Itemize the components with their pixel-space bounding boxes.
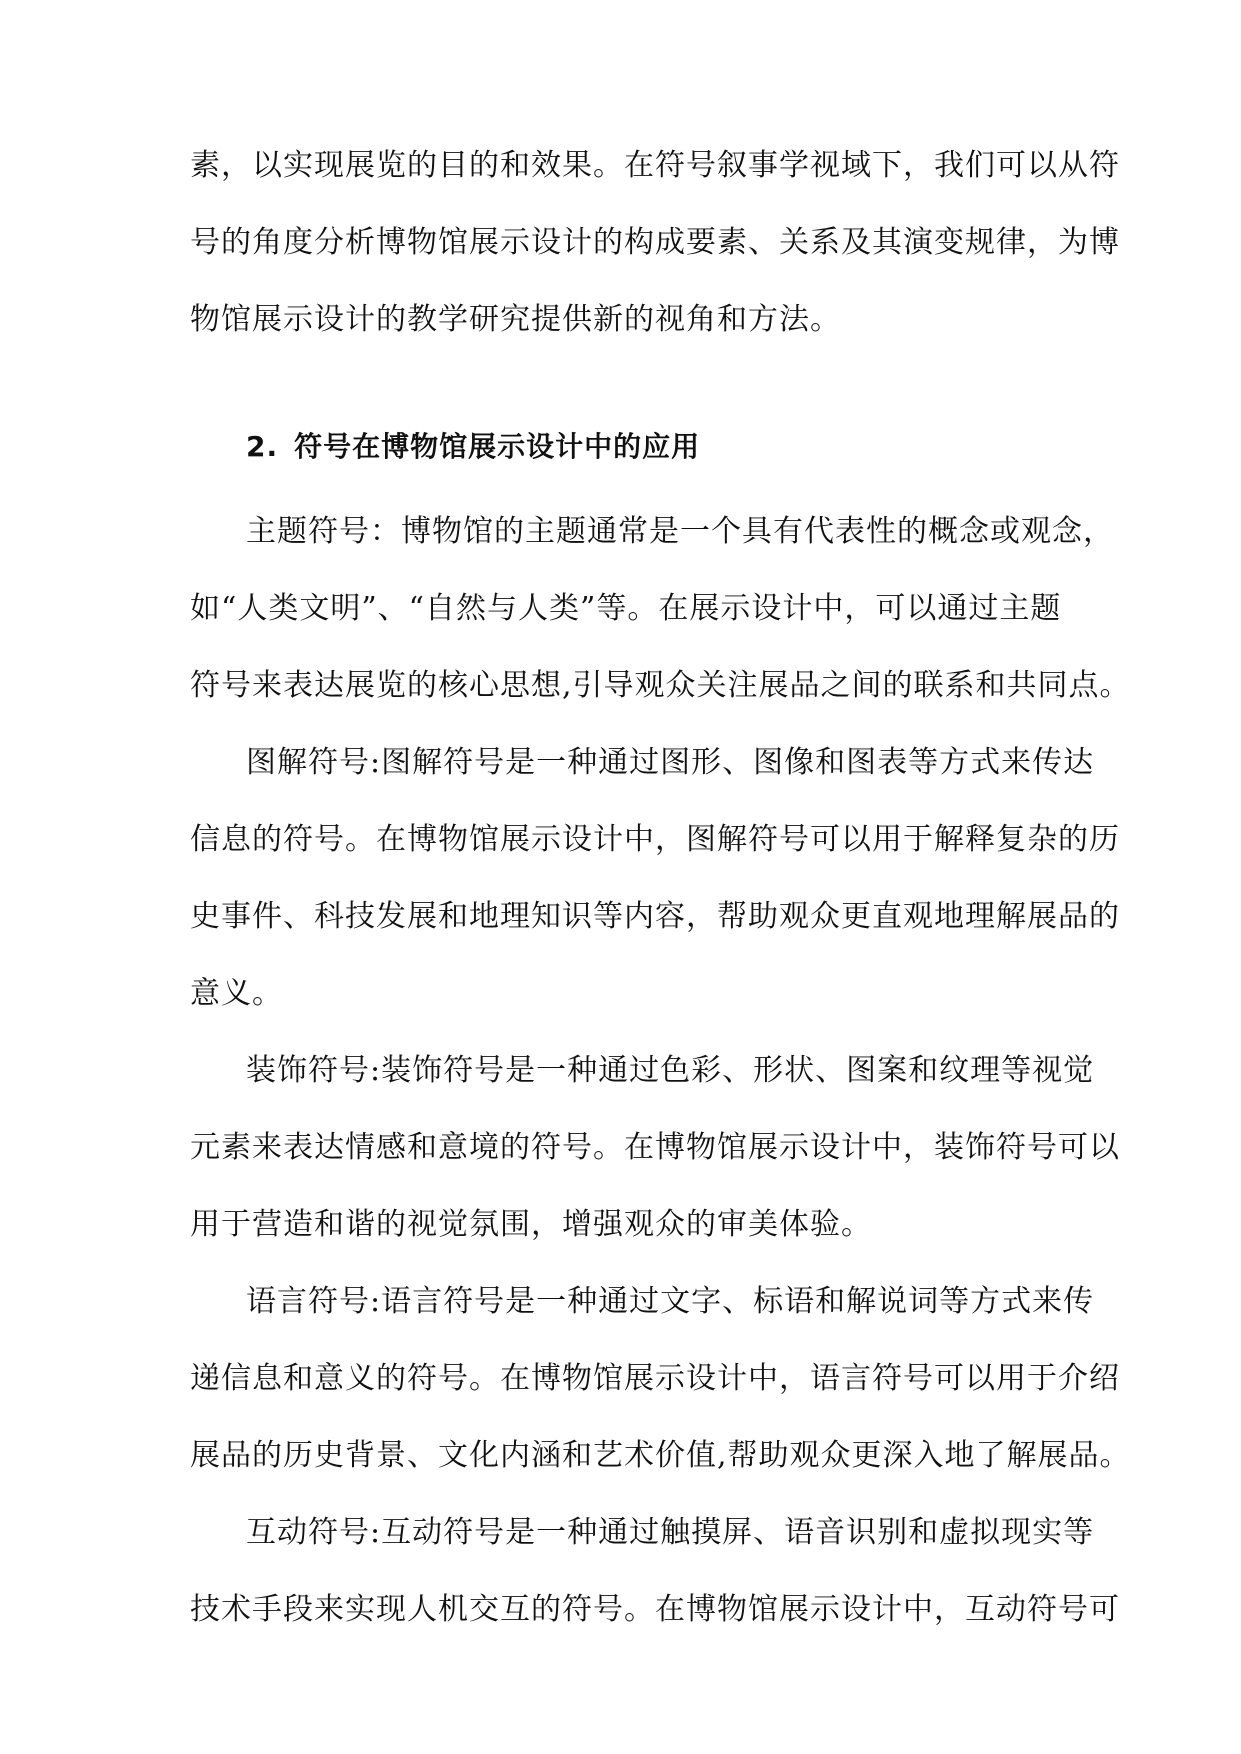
section-title: 符号在博物馆展示设计中的应用 (294, 430, 701, 463)
text-line: 意义。 (190, 976, 283, 1011)
paragraph-decorative-symbol (190, 1053, 1120, 1284)
text-line: 图解符号:图解符号是一种通过图形、图像和图表等方式来传达 (246, 745, 1095, 780)
text-line: 技术手段来实现人机交互的符号。在博物馆展示设计中，互动符号可 (190, 1592, 1120, 1627)
text-line: 史事件、科技发展和地理知识等内容，帮助观众更直观地理解展品的 (190, 899, 1120, 934)
text-line: 素，以实现展览的目的和效果。在符号叙事学视域下，我们可以从符 (190, 148, 1120, 183)
text-line: 互动符号:互动符号是一种通过触摸屏、语音识别和虚拟现实等 (246, 1515, 1095, 1550)
text-line: 信息的符号。在博物馆展示设计中，图解符号可以用于解释复杂的历 (190, 822, 1120, 857)
text-line: 符号来表达展览的核心思想,引导观众关注展品之间的联系和共同点。 (190, 668, 1131, 703)
text-line: 装饰符号:装饰符号是一种通过色彩、形状、图案和纹理等视觉 (246, 1053, 1095, 1088)
intro-paragraph (190, 148, 1120, 379)
document-page (190, 148, 1131, 1669)
paragraph-interactive-symbol (190, 1515, 1120, 1669)
section-number: 2. (246, 430, 279, 463)
text-line: 如“人类文明”、“自然与人类”等。在展示设计中，可以通过主题 (190, 591, 1062, 626)
paragraph-theme-symbol (190, 514, 1131, 745)
text-line: 号的角度分析博物馆展示设计的构成要素、关系及其演变规律，为博 (190, 225, 1120, 260)
text-line: 物馆展示设计的教学研究提供新的视角和方法。 (190, 302, 841, 337)
text-line: 递信息和意义的符号。在博物馆展示设计中，语言符号可以用于介绍 (190, 1361, 1120, 1396)
text-line: 用于营造和谐的视觉氛围，增强观众的审美体验。 (190, 1207, 872, 1242)
paragraph-diagram-symbol (190, 745, 1120, 1053)
text-line: 主题符号：博物馆的主题通常是一个具有代表性的概念或观念， (246, 514, 1114, 549)
section-heading (190, 429, 1050, 514)
paragraph-language-symbol (190, 1284, 1131, 1515)
text-line: 元素来表达情感和意境的符号。在博物馆展示设计中，装饰符号可以 (190, 1130, 1120, 1165)
text-line: 语言符号:语言符号是一种通过文字、标语和解说词等方式来传 (246, 1284, 1095, 1319)
text-line: 展品的历史背景、文化内涵和艺术价值,帮助观众更深入地了解展品。 (190, 1438, 1131, 1473)
